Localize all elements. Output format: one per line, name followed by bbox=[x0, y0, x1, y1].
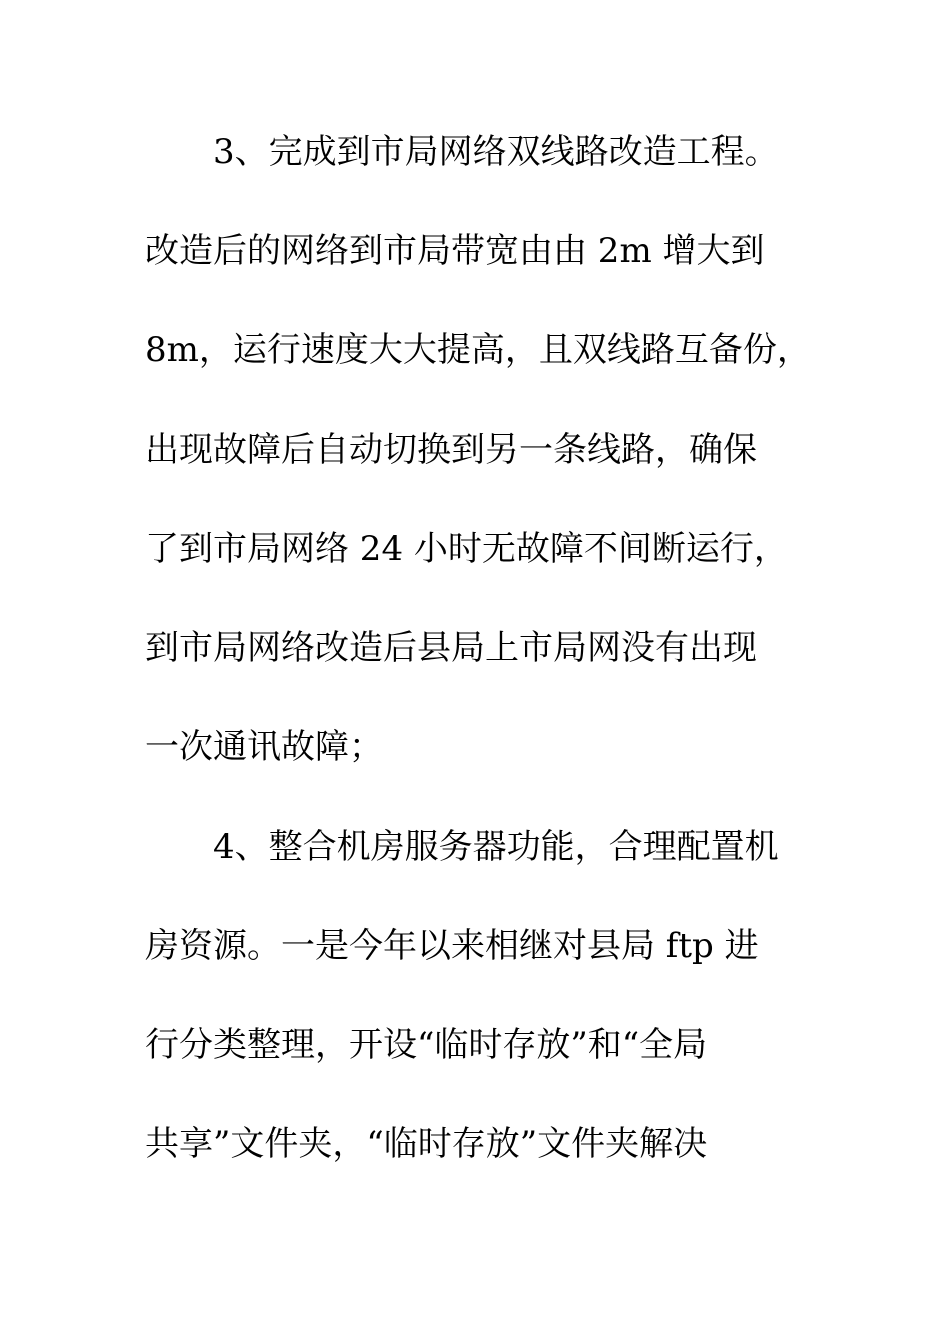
paragraph-line: 改造后的网络到市局带宽由由 2m 增大到 bbox=[145, 231, 765, 271]
paragraph-line: 8m，运行速度大大提高，且双线路互备份， bbox=[145, 330, 811, 370]
paragraph-line: 出现故障后自动切换到另一条线路，确保 bbox=[145, 430, 757, 470]
paragraph-line: 了到市局网络 24 小时无故障不间断运行， bbox=[145, 529, 788, 569]
paragraph-line: 房资源。一是今年以来相继对县局 ftp 进 bbox=[145, 926, 759, 966]
paragraph-line: 3、完成到市局网络双线路改造工程。 bbox=[213, 132, 779, 172]
paragraph-line: 行分类整理，开设“临时存放”和“全局 bbox=[145, 1025, 708, 1065]
paragraph-line: 到市局网络改造后县局上市局网没有出现 bbox=[145, 628, 757, 668]
paragraph-line: 一次通讯故障； bbox=[145, 727, 383, 767]
paragraph-line: 共享”文件夹，“临时存放”文件夹解决 bbox=[145, 1124, 708, 1164]
paragraph-line: 4、整合机房服务器功能，合理配置机 bbox=[213, 827, 779, 867]
